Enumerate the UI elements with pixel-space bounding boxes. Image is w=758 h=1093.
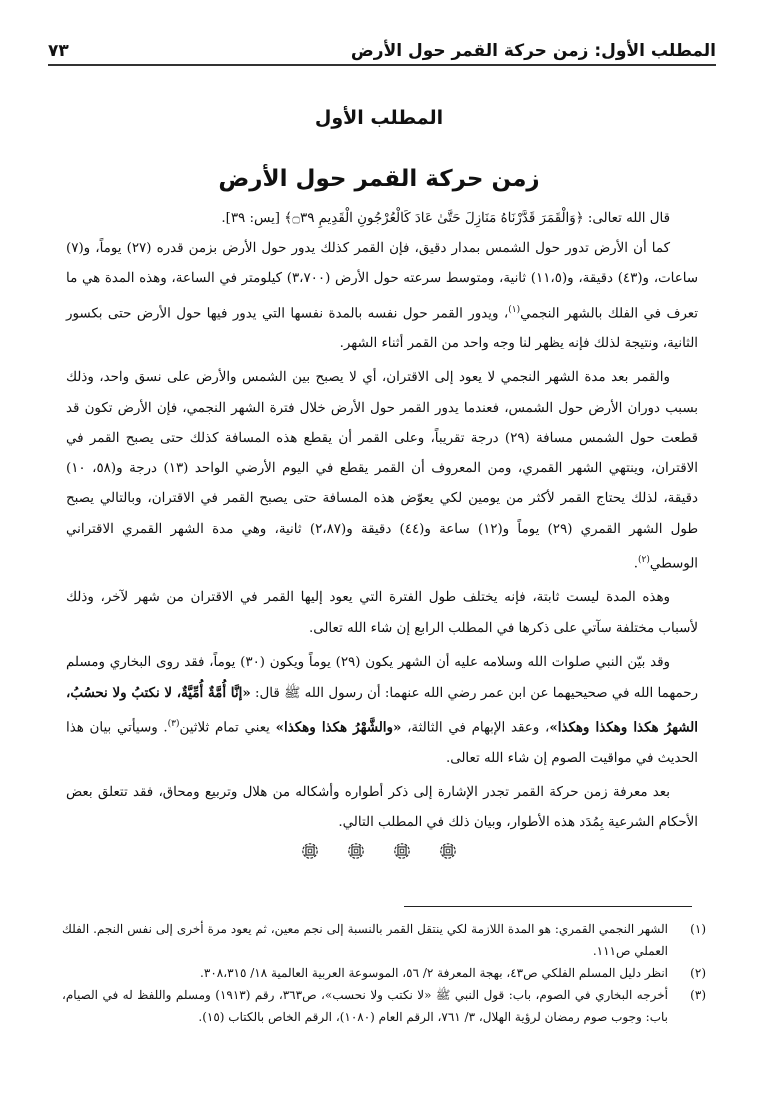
footnote-text: انظر دليل المسلم الفلكي ص٤٣، بهجة المعرفة ٢/ ٥٦، الموسوعة العربية العالمية ١٨/ ٣٠٨،٣١٥.	[200, 966, 668, 980]
text: .	[633, 556, 639, 572]
ornament-flower-icon	[439, 842, 457, 860]
verse-reference: [يس: ٣٩].	[221, 211, 285, 226]
quran-verse: ﴿وَالْقَمَرَ قَدَّرْنَاهُ مَنَازِلَ حَتَّىٰ عَادَ كَالْعُرْجُونِ الْقَدِيمِ ۝٣٩﴾	[284, 211, 584, 226]
footnote-1	[62, 918, 706, 962]
ornament-flower-icon	[347, 842, 365, 860]
section-divider-ornaments	[0, 842, 758, 860]
footnote-3	[62, 984, 706, 1028]
footnote-ref-3[interactable]: (٣)	[167, 719, 180, 730]
ornament-flower-icon	[301, 842, 319, 860]
page-number: ٧٣	[48, 41, 69, 61]
footnote-separator	[404, 906, 692, 907]
footnote-number: (١)	[690, 922, 706, 936]
hadith-quote: «إنَّا أُمَّةٌ أُمِّيَّةٌ، لا نكتبُ ولا نحسُبُ، الشهرُ هكذا وهكذا وهكذا»	[66, 684, 698, 736]
paragraph-synodic	[66, 363, 698, 579]
section-title: المطلب الأول	[314, 107, 444, 129]
footnote-ref-1[interactable]: (١)	[508, 304, 521, 315]
running-header	[48, 38, 716, 66]
paragraph-verse	[66, 204, 698, 234]
chapter-title: زمن حركة القمر حول الأرض	[218, 166, 540, 192]
footnotes	[62, 918, 706, 1028]
text: كما أن الأرض تدور حول الشمس بمدار دقيق، فإن القمر كذلك يدور حول الأرض بزمن قدره (٢٧) يوماً، و(٧) ساعات، و(٤٣) دقيقة، و(١١،٥) ثانية، ومتوسط سرعته حول الأرض (٣،٧٠٠) كيلومتر في الساعة، وهذه المدة هي ما تعرف في الفلك بالشهر النجمي	[66, 241, 698, 322]
paragraph-conclusion: بعد معرفة زمن حركة القمر تجدر الإشارة إلى ذكر أطواره وأشكاله من هلال وتربيع ومحاق، فقد تتعلق بعض الأحكام الشرعية بِمُدَد هذه الأطوار، وبيان ذلك في المطلب التالي.	[66, 785, 698, 831]
footnote-ref-2[interactable]: (٢)	[638, 554, 650, 565]
footnote-number: (٢)	[690, 966, 706, 980]
text: يعني تمام ثلاثين	[179, 720, 276, 736]
paragraph-orbit	[66, 234, 698, 359]
text: ، وعقد الإبهام في الثالثة،	[401, 720, 550, 736]
body-text	[66, 204, 698, 838]
footnote-text: أخرجه البخاري في الصوم، باب: قول النبي ﷺ «لا نكتب ولا نحسب»، ص٣٦٣، رقم (١٩١٣) ومسلم واللفظ له في الصيام، باب: وجوب صوم رمضان لرؤية الهلال، ٣/ ٧٦١، الرقم العام (١٠٨٠)، الرقم الخاص بالكتاب (١٥).	[62, 988, 668, 1024]
paragraph-hadith	[66, 648, 698, 774]
text: وقد بيّن النبي صلوات الله وسلامه عليه أن الشهر يكون (٢٩) يوماً ويكون (٣٠) يوماً، فقد روى البخاري ومسلم رحمهما الله في صحيحيهما عن ابن عمر رضي الله عنهما: أن رسول الله ﷺ قال:	[66, 654, 698, 701]
hadith-quote: «والشَّهْرُ هكذا وهكذا»	[275, 719, 402, 736]
ornament-flower-icon	[393, 842, 411, 860]
text: والقمر بعد مدة الشهر النجمي لا يعود إلى الاقتران، أي لا يصبح بين الشمس والأرض على نسق واحد، وذلك بسبب دوران الأرض حول الشمس، فعندما يدور القمر حول الأرض خلال فترة الشهر النجمي، فإن الأرض تكون قد قطعت حول الشمس مسافة (٢٩) درجة تقريباً، وعلى القمر أن يقطع هذه المسافة كذلك حتى يصبح القمر في الاقتران، وينتهي الشهر القمري، ومن المعروف أن القمر يقطع في اليوم الأرضي الواحد (١٣) درجة و(٥٨، ١٠) دقيقة، لذلك يحتاج القمر لأكثر من يومين لكي يعوّض هذه المسافة حتى يصبح القمر في الاقتران، وبالتالي يصبح طول الشهر القمري (٢٩) يوماً و(١٢) ساعة و(٤٤) دقيقة و(٢،٨٧) ثانية، وهي مدة الشهر القمري الاقتراني الوسطي	[66, 370, 698, 572]
text: . وسيأتي بيان هذا الحديث في مواقيت الصوم إن شاء الله تعالى.	[66, 720, 698, 766]
running-title: المطلب الأول: زمن حركة القمر حول الأرض	[350, 41, 716, 61]
text: ، ويدور القمر حول نفسه بالمدة نفسها التي يدور فيها حول الأرض حتى بكسور الثانية، ونتيجة لذلك فإنه يظهر لنا وجه واحد من القمر أثناء الشهر.	[66, 306, 698, 352]
paragraph-variation: وهذه المدة ليست ثابتة، فإنه يختلف طول الفترة التي يعود إليها القمر في الاقتران من شهر لآخر، وذلك لأسباب مختلفة سآتي على ذكرها في المطلب الرابع إن شاء الله تعالى.	[66, 590, 698, 636]
footnote-2	[62, 962, 706, 984]
footnote-number: (٣)	[690, 988, 706, 1002]
footnote-text: الشهر النجمي القمري: هو المدة اللازمة لكي ينتقل القمر بالنسبة إلى نجم معين، ثم يعود مرة أخرى إلى نفس النجم. الفلك العملي ص١١١.	[62, 922, 668, 958]
verse-intro: قال الله تعالى:	[583, 211, 670, 226]
